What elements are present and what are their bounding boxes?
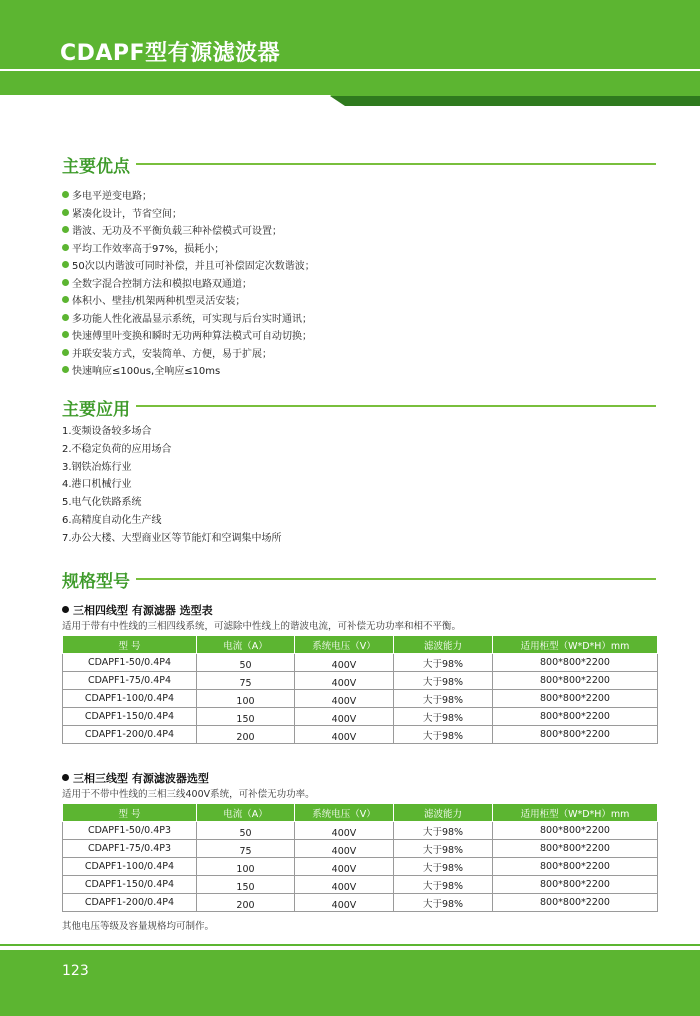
bullet-icon [62,226,69,233]
col-header-voltage: 系统电压（V） [295,804,394,822]
specs-divider [136,578,656,580]
list-item: 2.不稳定负荷的应用场合 [62,443,172,455]
bullet-icon [62,279,69,286]
footer-banner [0,944,700,1016]
bullet-icon [62,331,69,338]
bullet-icon [62,209,69,216]
list-item: 体积小、壁挂/机架两种机型灵活安装； [62,291,315,309]
table-row: CDAPF1-200/0.4P4 200 400V 大于98% 800*800*2200 [63,726,658,744]
list-item: 7.办公大楼、大型商业区等节能灯和空调集中场所 [62,532,282,544]
table-row: CDAPF1-50/0.4P3 50 400V 大于98% 800*800*2200 [63,822,658,840]
page-number: 123 [62,963,89,979]
list-item: 全数字混合控制方法和模拟电路双通道； [62,274,315,292]
bullet-icon [62,366,69,373]
list-item: 1.变频设备较多场合 [62,426,152,437]
list-item: 6.高精度自动化生产线 [62,514,162,526]
col-header-filter: 滤波能力 [394,804,493,822]
list-item: 5.电气化铁路系统 [62,497,142,509]
specs-heading: 规格型号 [62,572,130,592]
list-item: 多功能人性化液晶显示系统，可实现与后台实时通讯； [62,309,315,327]
applications-list [62,423,282,548]
list-item: 快速傅里叶变换和瞬时无功两种算法模式可自动切换； [62,326,315,344]
advantages-heading: 主要优点 [62,157,130,177]
list-item: 并联安装方式，安装简单、方便，易于扩展； [62,344,315,362]
bullet-icon [62,349,69,356]
list-item: 谐波、无功及不平衡负载三种补偿模式可设置； [62,221,315,239]
bullet-icon [62,774,69,781]
col-header-current: 电流（A） [197,636,295,654]
list-item: 紧凑化设计，节省空间； [62,204,315,222]
bullet-icon [62,261,69,268]
list-item: 多电平逆变电路； [62,186,315,204]
table-row: CDAPF1-100/0.4P4 100 400V 大于98% 800*800*2200 [63,858,658,876]
four-wire-spec-table [62,635,658,744]
bullet-icon [62,314,69,321]
bullet-icon [62,606,69,613]
bullet-icon [62,244,69,251]
table-row: CDAPF1-50/0.4P4 50 400V 大于98% 800*800*2200 [63,654,658,672]
advantages-divider [136,163,656,165]
list-item: 快速响应≤100us,全响应≤10ms [62,361,315,379]
applications-heading: 主要应用 [62,400,130,420]
table-row: CDAPF1-75/0.4P4 75 400V 大于98% 800*800*2200 [63,672,658,690]
col-header-cabinet: 适用柜型（W*D*H）mm [493,636,658,654]
page-title: CDAPF型有源滤波器 [60,41,281,66]
col-header-model: 型 号 [63,804,197,822]
table-header-row [63,804,658,822]
list-item: 平均工作效率高于97%，损耗小； [62,239,315,257]
bullet-icon [62,296,69,303]
table-row: CDAPF1-100/0.4P4 100 400V 大于98% 800*800*2200 [63,690,658,708]
applications-divider [136,405,656,407]
four-wire-table-desc: 适用于带有中性线的三相四线系统，可滤除中性线上的谐波电流，可补偿无功功率和相不平衡。 [62,621,462,632]
three-wire-table-title: 三相三线型 有源滤波器选型 [62,770,209,786]
list-item: 3.钢铁冶炼行业 [62,461,132,473]
col-header-model: 型 号 [63,636,197,654]
table-row: CDAPF1-200/0.4P4 200 400V 大于98% 800*800*2200 [63,894,658,912]
list-item: 50次以内谐波可同时补偿，并且可补偿固定次数谐波； [62,256,315,274]
three-wire-spec-table [62,803,658,912]
four-wire-table-title: 三相四线型 有源滤器 选型表 [62,602,213,618]
table-row: CDAPF1-150/0.4P4 150 400V 大于98% 800*800*2200 [63,876,658,894]
advantages-list [62,186,315,379]
col-header-current: 电流（A） [197,804,295,822]
table-row: CDAPF1-75/0.4P3 75 400V 大于98% 800*800*2200 [63,840,658,858]
bullet-icon [62,191,69,198]
three-wire-table-desc: 适用于不带中性线的三相三线400V系统，可补偿无功功率。 [62,789,315,800]
table-row: CDAPF1-150/0.4P4 150 400V 大于98% 800*800*2200 [63,708,658,726]
list-item: 4.港口机械行业 [62,479,132,491]
col-header-voltage: 系统电压（V） [295,636,394,654]
col-header-cabinet: 适用柜型（W*D*H）mm [493,804,658,822]
col-header-filter: 滤波能力 [394,636,493,654]
table-header-row [63,636,658,654]
footnote: 其他电压等级及容量规格均可制作。 [62,921,215,932]
